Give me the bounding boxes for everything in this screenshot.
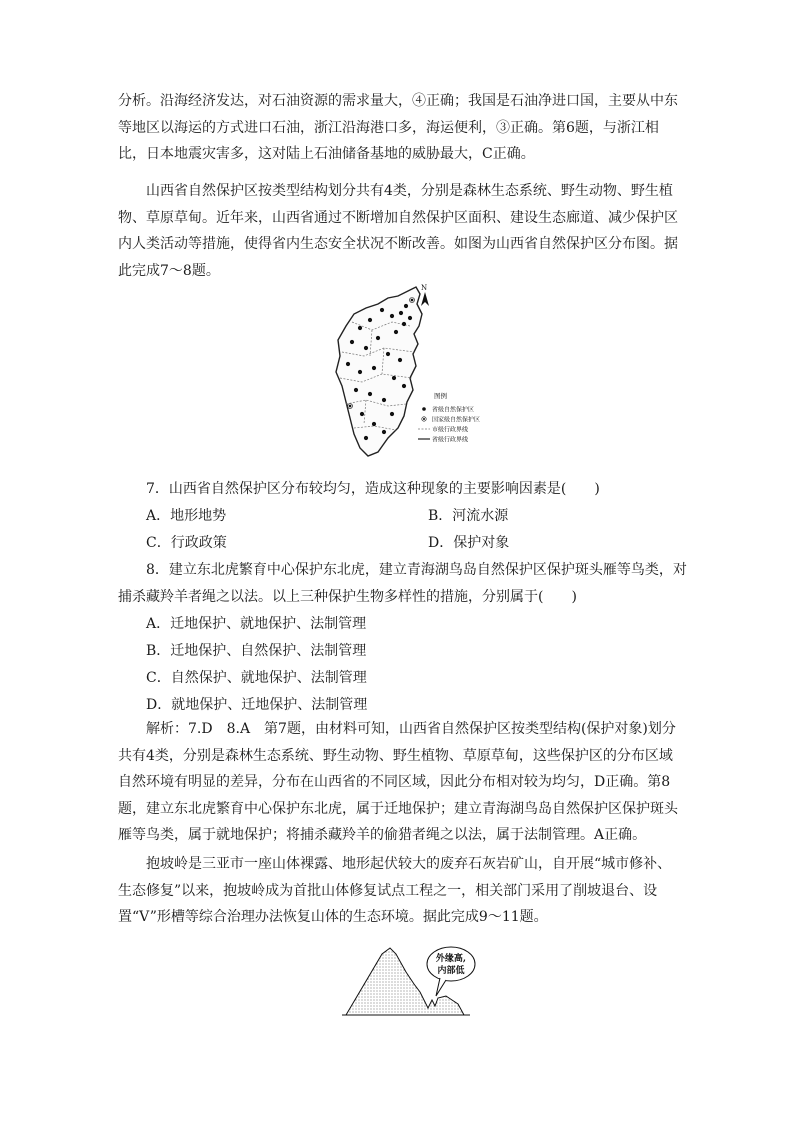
question-8-option-d: D．就地保护、迁地保护、法制管理 bbox=[146, 697, 368, 713]
legend-item: 市级行政界线 bbox=[432, 426, 469, 434]
callout-text-line1: 外缘高, bbox=[435, 954, 467, 964]
question-8-stem-line1: 8．建立东北虎繁育中心保护东北虎，建立青海湖鸟岛自然保护区保护斑头雁等鸟类，对 bbox=[146, 562, 687, 578]
paragraph-shanxi-intro: 山西省自然保护区按类型结构划分共有4类，分别是森林生态系统、野生动物、野生植物、草原草甸。近年来，山西省通过不断增加自然保护区面积、建设生态廊道、减少保护区内人类活动等措施，使得省内生态安全状况不断改善。如图为山西省自然保护区分布图。据此完成7～8题。 bbox=[118, 183, 678, 279]
question-8-option-c: C．自然保护、就地保护、法制管理 bbox=[146, 670, 367, 686]
question-7-option-c: C．行政政策 bbox=[146, 535, 227, 551]
legend-title: 图例 bbox=[434, 392, 447, 400]
paragraph-answer-analysis: 解析：7.D 8.A 第7题，由材料可知，山西省自然保护区按类型结构(保护对象)划分共有4类，分别是森林生态系统、野生动物、野生植物、草原草甸，这些保护区的分布区域自然环境有明显的差异，分布在山西省的不同区域，因此分布相对较为均匀，D正确。第8题，建立东北虎繁育中心保护东北虎，属于迁地保护；建立青海湖鸟岛自然保护区保护斑头雁等鸟类，属于就地保护；将捕杀藏羚羊的偷猎者绳之以法，属于法制管理。A正确。 bbox=[118, 721, 678, 843]
shanxi-reserve-map bbox=[322, 282, 504, 462]
legend-item: 省级行政界线 bbox=[432, 436, 469, 444]
north-arrow-icon bbox=[421, 284, 429, 306]
question-8-option-b: B．迁地保护、自然保护、法制管理 bbox=[146, 643, 367, 659]
question-8-option-a: A．迁地保护、就地保护、法制管理 bbox=[146, 616, 367, 632]
svg-text:N: N bbox=[421, 284, 428, 292]
question-7-stem: 7．山西省自然保护区分布较均匀，造成这种现象的主要影响因素是( ) bbox=[146, 481, 600, 497]
question-7-option-a: A．地形地势 bbox=[146, 508, 227, 524]
question-7-option-b: B．河流水源 bbox=[428, 508, 509, 524]
question-7-option-d: D．保护对象 bbox=[428, 535, 510, 551]
question-8-stem-line2: 捕杀藏羚羊者绳之以法。以上三种保护生物多样性的措施，分别属于( ) bbox=[118, 589, 577, 605]
callout-text-line2: 内部低 bbox=[437, 966, 465, 976]
paragraph-analysis-cont: 分析。沿海经济发达，对石油资源的需求量大，④正确；我国是石油净进口国，主要从中东等地区以海运的方式进口石油，浙江沿海港口多，海运便利，③正确。第6题，与浙江相比，日本地震灾害多，这对陆上石油储备基地的威胁最大，C正确。 bbox=[118, 93, 678, 162]
legend-item: 省级自然保护区 bbox=[432, 406, 475, 414]
callout-bubble bbox=[427, 947, 475, 996]
paragraph-baopoling-intro: 抱坡岭是三亚市一座山体裸露、地形起伏较大的废弃石灰岩矿山，自开展“城市修补、生态修复”以来，抱坡岭成为首批山体修复试点工程之一，相关部门采用了削坡退台、设置“V”形槽等综合治理办法恢复山体的生态环境。据此完成9～11题。 bbox=[118, 856, 672, 925]
province-outline bbox=[336, 287, 422, 456]
legend-item: 国家级自然保护区 bbox=[432, 416, 481, 424]
map-legend bbox=[418, 391, 480, 444]
mountain-profile-diagram bbox=[340, 942, 482, 1020]
